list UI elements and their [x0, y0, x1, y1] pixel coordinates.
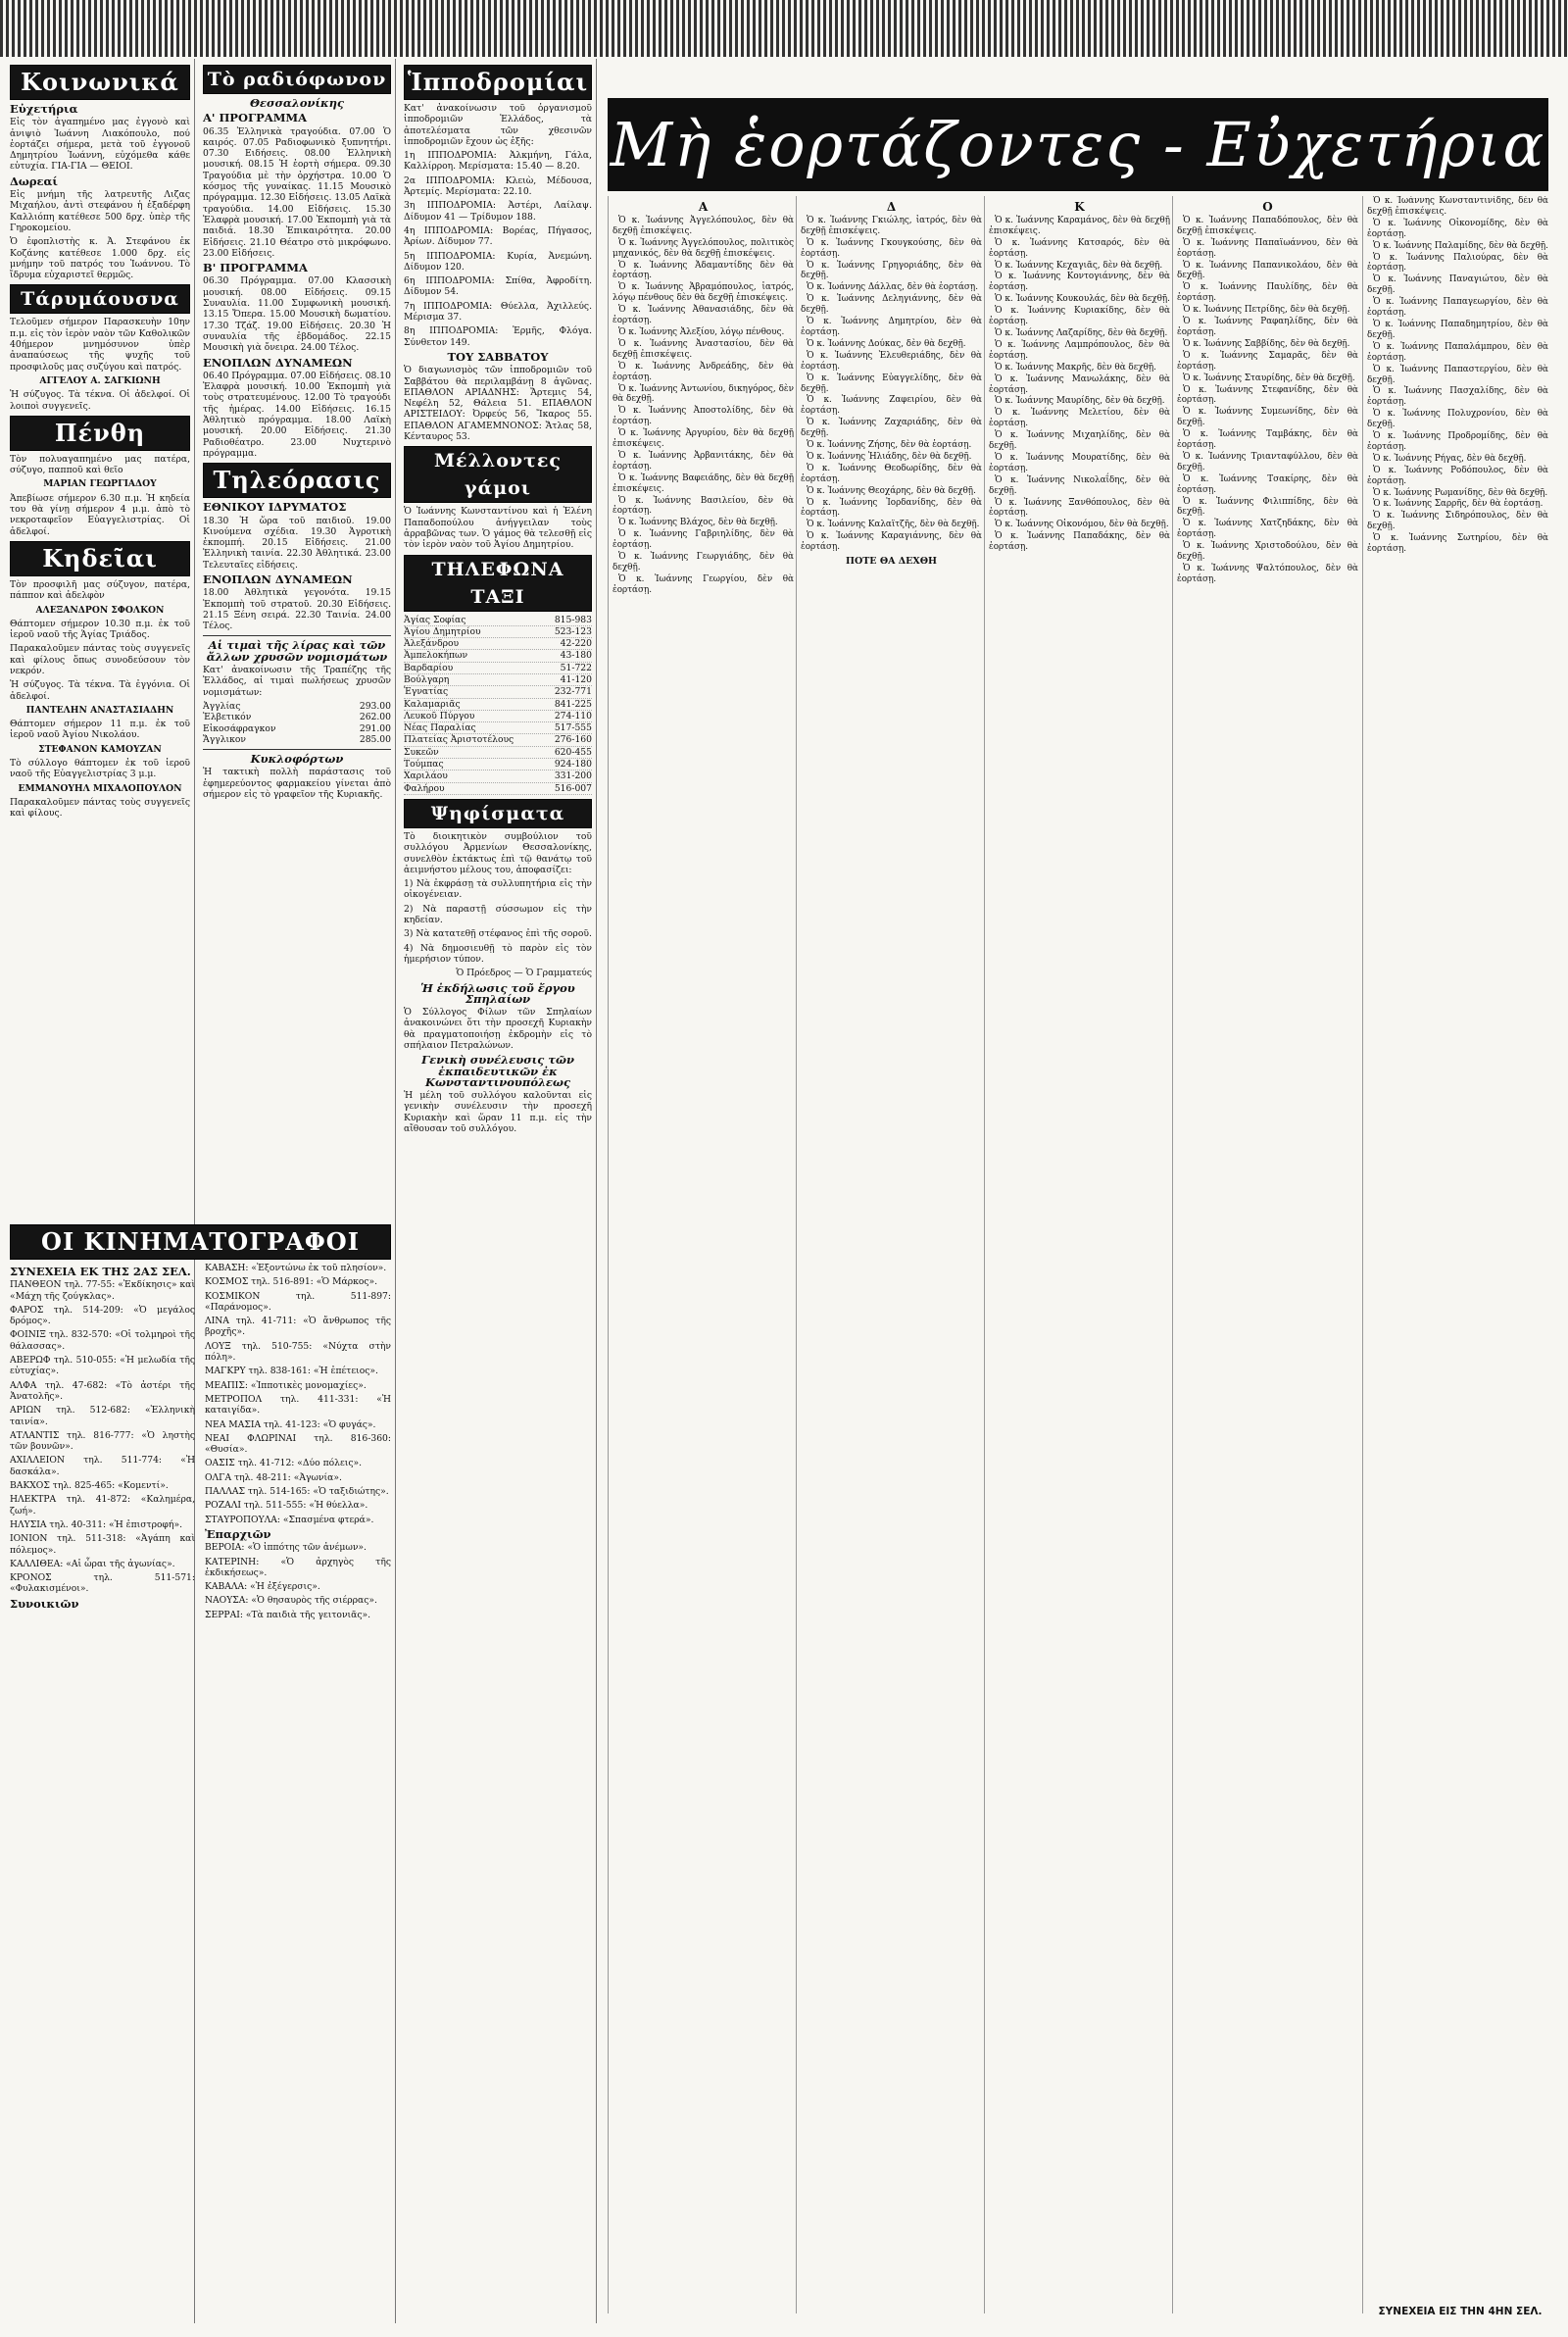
resolution-text: Τὸ διοικητικὸν συμβούλιον τοῦ συλλόγου Ἀρμενίων Θεσσαλονίκης, συνελθὸν ἐκτάκτως ἐπὶ τῷ θανάτῳ τοῦ ἀειμνήστου μέλους του, ἀποφασίζει: [404, 830, 592, 875]
name-day-entry: Ὁ κ. Ἰωάννης Μιχαηλίδης, δὲν θὰ δεχθῇ. [989, 430, 1170, 452]
name-day-column [1172, 196, 1358, 2313]
taxi-phone-number: 274-110 [554, 710, 592, 721]
taxi-phone-row [404, 747, 592, 759]
taxi-stand-name: Καλαμαριᾶς [404, 698, 461, 710]
funeral-name: ΠΑΝΤΕΛΗΝ ΑΝΑΣΤΑΣΙΑΔΗΝ [25, 704, 174, 716]
memorial-name: ΑΓΓΕΛΟΥ Α. ΣΑΓΚΙΩΝΗ [39, 374, 161, 386]
name-day-entry: Ὁ κ. Ἰωάννης Ἀλεξίου, λόγῳ πένθους. [618, 326, 785, 337]
name-day-entry: Ὁ κ. Ἰωάννης Παπαδόπουλος, δὲν θὰ δεχθῇ ἐπισκέψεις. [1177, 215, 1358, 236]
mourning-name: ΜΑΡΙΑΝ ΓΕΩΡΓΙΑΔΟΥ [43, 478, 157, 490]
cinema-list [205, 1263, 391, 1525]
name-day-entry: Ὁ κ. Ἰωάννης Δούκας, δὲν θὰ δεχθῇ. [807, 338, 966, 349]
alphabet-letter-heading: Α [698, 200, 709, 214]
taxi-phone-row [404, 734, 592, 746]
name-day-entry: Ὁ κ. Ἰωάννης Παπαϊωάννου, δὲν θὰ ἑορτάσῃ. [1177, 237, 1358, 259]
taxi-phone-number: 276-160 [554, 734, 592, 746]
name-day-entry: Ὁ κ. Ἰωάννης Κοντογιάννης, δὲν θὰ ἑορτάσῃ. [989, 272, 1170, 293]
name-day-banner: Μὴ ἑορτάζοντες - Εὐχετήρια [608, 98, 1548, 191]
name-day-entry: Ὁ κ. Ἰωάννης Παπαστεργίου, δὲν θὰ δεχθῇ. [1367, 364, 1548, 385]
name-day-entry: Ὁ κ. Ἰωάννης Βασιλείου, δὲν θὰ ἑορτάσῃ. [612, 495, 794, 517]
cinema-listing: ΝΕΑΙ ΦΛΩΡΙΝΑΙ τηλ. 816-360: «Θυσία». [205, 1432, 391, 1456]
name-day-entry: Ὁ κ. Ἰωάννης Παπαδημητρίου, δὲν θὰ δεχθῇ. [1367, 319, 1548, 340]
name-day-entry: Ὁ κ. Ἰωάννης Κεχαγιᾶς, δὲν θὰ δεχθῇ. [995, 260, 1163, 271]
name-day-entry: Ὁ κ. Ἰωάννης Παλαμίδης, δὲν θὰ δεχθῇ. [1373, 240, 1548, 251]
resolution-text: 3) Νὰ κατατεθῇ στέφανος ἐπὶ τῆς σοροῦ. [404, 928, 592, 940]
name-day-entry: Ὁ κ. Ἰωάννης Γεωργιάδης, δὲν θὰ δεχθῇ. [612, 552, 794, 572]
cinema-listing: ΛΙΝΑ τηλ. 41-711: «Ὁ ἄνθρωπος τῆς βροχῆς». [205, 1316, 391, 1338]
funeral-name: ΕΜΜΑΝΟΥΗΛ ΜΙΧΑΛΟΠΟΥΛΟΝ [18, 782, 182, 794]
resolution-text: 2) Νὰ παραστῇ σύσσωμον εἰς τὴν κηδείαν. [404, 903, 592, 926]
taxi-stand-name: Χαριλάου [404, 771, 448, 782]
funeral-text: Παρακαλοῦμεν πάντας τοὺς συγγενεῖς καὶ φίλους ὅπως συνοδεύσουν τὸν νεκρόν. [10, 643, 190, 676]
name-day-entry: Ὁ κ. Ἰωάννης Βλάχος, δὲν θὰ δεχθῇ. [618, 518, 778, 528]
funeral-text: Θάπτομεν σήμερον 11 π.μ. ἐκ τοῦ ἱεροῦ ναοῦ Ἁγίου Νικολάου. [10, 719, 190, 741]
gold-row: Ἐλβετικόν 262.00 [203, 712, 391, 723]
gold-row: Ἄγγλικον 285.00 [203, 733, 391, 745]
name-day-entry: Ὁ κ. Ἰωάννης Καραμάνος, δὲν θὰ δεχθῇ ἐπισκέψεις. [989, 215, 1170, 236]
social-column [10, 61, 190, 1276]
taxi-phone-row [404, 759, 592, 771]
column-rule [596, 59, 597, 2323]
taxi-phone-number: 51-722 [560, 662, 592, 673]
donation-text: Ὁ ἐφοπλιστὴς κ. Ἀ. Στεφάνου ἐκ Κοζάνης κατέθεσε 1.000 δρχ. εἰς μνήμην τοῦ πατρός του Ἰωάννου. Τὸ ἴδρυμα εὐχαριστεῖ θερμῶς. [10, 236, 190, 281]
name-day-entry: Ὁ κ. Ἰωάννης Μαυρίδης, δὲν θὰ δεχθῇ. [995, 396, 1165, 407]
funerals-title: Κηδεῖαι [10, 541, 190, 576]
program-b-heading: Β' ΠΡΟΓΡΑΜΜΑ [203, 261, 308, 275]
cinemas-section [10, 1220, 391, 2318]
name-day-entry: Ὁ κ. Ἰωάννης Ἀγγελόπουλος, δὲν θὰ δεχθῇ ἐπισκέψεις. [612, 215, 794, 236]
cinema-listing: ΚΟΣΜΟΣ τηλ. 516-891: «Ὁ Μάρκος». [205, 1276, 378, 1288]
tv-title: Τηλεόρασις [203, 463, 391, 498]
taxi-stand-name: Ἀλεξάνδρου [404, 638, 460, 650]
name-day-entry: Ὁ κ. Ἰωάννης Γαβριηλίδης, δὲν θὰ ἑορτάσῃ. [612, 529, 794, 551]
armed-forces-text: 06.40 Πρόγραμμα. 07.00 Εἰδήσεις. 08.10 Ἑλαφρὰ μουσική. 10.00 Ἐκπομπὴ γιὰ τοὺς στρατευμένους. 12.00 Τὸ τραγούδι τῆς ἡμέρας. 14.00 Εἰδήσεις. 16.15 Ἀθλητικὸ πρόγραμμα. 18.00 Λαϊκὴ μουσική. 20.00 Εἰδήσεις. 21.30 Ραδιοθέατρο. 23.00 Νυχτερινὸ πρόγραμμα. [203, 370, 391, 459]
name-day-entry: Ὁ κ. Ἰωάννης Ζαχαριάδης, δὲν θὰ δεχθῇ. [801, 418, 982, 439]
funeral-text: Θάπτομεν σήμερον 10.30 π.μ. ἐκ τοῦ ἱεροῦ ναοῦ τῆς Ἁγίας Τριάδος. [10, 618, 190, 641]
name-day-entry: Ὁ κ. Ἰωάννης Ζαφειρίου, δὲν θὰ ἑορτάσῃ. [801, 395, 982, 417]
name-day-entry: Ὁ κ. Ἰωάννης Ραφαηλίδης, δὲν θὰ ἑορτάσῃ. [1177, 317, 1358, 337]
taxi-phone-number: 523-123 [554, 625, 592, 637]
cinema-listing: ΑΡΙΩΝ τηλ. 512-682: «Ἑλληνικὴ ταινία». [10, 1405, 195, 1427]
donations-heading: Δωρεαί [10, 174, 58, 188]
name-day-entry: Ὁ κ. Ἰωάννης Εὐαγγελίδης, δὲν θὰ δεχθῇ. [801, 373, 982, 394]
name-day-entry: Ὁ κ. Ἰωάννης Δεληγιάννης, δὲν θὰ δεχθῇ. [801, 294, 982, 316]
taxi-stand-name: Ἀγίου Δημητρίου [404, 625, 481, 637]
taxi-phone-number: 620-455 [554, 746, 592, 758]
name-day-entry: Ὁ κ. Ἰωάννης Λαζαρίδης, δὲν θὰ δεχθῇ. [995, 327, 1168, 338]
cinema-listing: ΚΑΤΕΡΙΝΗ: «Ὁ ἀρχηγὸς τῆς ἐκδικήσεως». [205, 1556, 391, 1578]
name-day-entry: Ὁ κ. Ἰωάννης Ζήσης, δὲν θὰ ἑορτάσῃ. [807, 440, 972, 451]
name-day-entry: Ὁ κ. Ἰωάννης Γρηγοριάδης, δὲν θὰ δεχθῇ. [801, 260, 982, 281]
cinema-listing: ΑΛΦΑ τηλ. 47-682: «Τὸ ἀστέρι τῆς Ἀνατολῆς». [10, 1379, 195, 1402]
name-day-entry: Ὁ κ. Ἰωάννης Ἀγγελόπουλος, πολιτικὸς μηχανικός, δὲν θὰ δεχθῇ ἐπισκέψεις. [612, 237, 794, 259]
name-day-entry: Ὁ κ. Ἰωάννης Ἀθανασιάδης, δὲν θὰ ἑορτάσῃ. [612, 305, 794, 326]
weddings-title: Μέλλοντες γάμοι [404, 446, 592, 503]
name-day-entry: Ὁ κ. Ἰωάννης Δάλλας, δὲν θὰ ἑορτάσῃ. [807, 282, 978, 293]
program-a-text: 06.35 Ἑλληνικὰ τραγούδια. 07.00 Ὁ καιρός. 07.05 Ραδιοφωνικὸ ξυπνητήρι. 07.30 Ειδήσεις. 08.00 Ἑλληνικὴ μουσική. 08.15 Ἡ ἑορτὴ σήμερα. 09.30 Τραγούδια μὲ τὴν ὀρχήστρα. 10.00 Ὁ κόσμος τῆς γυναίκας. 11.15 Μουσικὸ πρόγραμμα. 12.30 Εἰδήσεις. 13.05 Λαϊκὰ τραγούδια. 14.00 Εἰδήσεις. 15.30 Ἑλαφρὰ μουσική. 17.00 Ἐκπομπὴ γιὰ τὰ παιδιά. 18.30 Ἐπικαιρότητα. 20.00 Εἰδήσεις. 21.10 Θέατρο στὸ μικρόφωνο. 23.00 Εἰδήσεις. [203, 125, 391, 259]
resolution-text: 4) Νὰ δημοσιευθῇ τὸ παρὸν εἰς τὸν ἡμερήσιον τύπον. [404, 942, 592, 965]
wishes-text: Εἰς τὸν ἀγαπημένο μας ἐγγονὸ καὶ ἀνιψιὸ Ἰωάννη Λιακόπουλο, πού ἑορτάζει σήμερα, μετὰ τοῦ ἐγγονοῦ Δημητρίου Ἰωάννη, εὐχόμεθα κάθε εὐτυχία. ΓΙΑ-ΓΙΑ — ΘΕΙΟΙ. [10, 117, 190, 173]
racing-column [404, 61, 592, 2315]
program-b-text: 06.30 Πρόγραμμα. 07.00 Κλασσικὴ μουσική. 08.00 Εἰδήσεις. 09.15 Συναυλία. 11.00 Συμφωνικὴ μουσική. 13.15 Ὄπερα. 15.00 Μουσικὴ δωματίου. 17.30 Τζάζ. 19.00 Εἰδήσεις. 20.30 Ἡ συναυλία τῆς ἑβδομάδος. 22.15 Μουσικὴ γιὰ ὄνειρα. 24.00 Τέλος. [203, 275, 391, 354]
alphabet-letter-heading: Κ [1074, 200, 1085, 214]
name-day-entry: Ὁ κ. Ἰωάννης Σωτηρίου, δὲν θὰ ἑορτάσῃ. [1367, 533, 1548, 555]
taxi-phone-number: 815-983 [554, 614, 592, 625]
cinema-listing: ΒΕΡΟΙΑ: «Ὁ ἰππότης τῶν ἀνέμων». [205, 1542, 367, 1554]
name-day-entry: Ὁ κ. Ἰωάννης Ταμβάκης, δὲν θὰ ἑορτάσῃ. [1177, 429, 1358, 451]
name-day-entry: Ὁ κ. Ἰωάννης Παναγιώτου, δὲν θὰ δεχθῇ. [1367, 274, 1548, 296]
resolution-text: 1) Νὰ ἐκφράσῃ τὰ συλλυπητήρια εἰς τὴν οἰκογένειαν. [404, 878, 592, 901]
name-day-entry: Ὁ κ. Ἰωάννης Παπαλάμπρου, δὲν θὰ ἑορτάσῃ. [1367, 341, 1548, 363]
name-day-entry: Ὁ κ. Ἰωάννης Λαμπρόπουλος, δὲν θὰ ἑορτάσῃ. [989, 339, 1170, 361]
name-day-entry: Ὁ κ. Ἰωάννης Γκιώλης, ἰατρός, δὲν θὰ δεχθῇ ἐπισκέψεις. [801, 215, 982, 236]
taxi-stand-name: Ἀγίας Σοφίας [404, 614, 466, 625]
name-day-column [608, 196, 794, 2313]
name-day-entry: Ὁ κ. Ἰωάννης Οἰκονόμου, δὲν θὰ δεχθῇ. [995, 520, 1169, 530]
name-day-entry: Ὁ κ. Ἰωάννης Ρωμανίδης, δὲν θὰ δεχθῇ. [1373, 487, 1548, 498]
name-day-entry: Ὁ κ. Ἰωάννης Μελετίου, δὲν θὰ ἑορτάσῃ. [989, 408, 1170, 429]
tv-sub-heading: ΕΝΟΠΛΩΝ ΔΥΝΑΜΕΩΝ [203, 572, 353, 586]
cinema-listing: ΙΟΝΙΟΝ τηλ. 511-318: «Ἀγάπη καὶ πόλεμος». [10, 1533, 195, 1556]
taxi-phone-number: 331-200 [554, 771, 592, 782]
taxi-phone-number: 516-007 [554, 782, 592, 794]
name-day-entry: Ὁ κ. Ἰωάννης Ξανθόπουλος, δὲν θὰ ἑορτάσῃ. [989, 497, 1170, 519]
cinema-listing: ΛΟΥΞ τηλ. 510-755: «Νύχτα στὴν πόλη». [205, 1340, 391, 1364]
cinema-listing: ΦΑΡΟΣ τηλ. 514-209: «Ὁ μεγάλος δρόμος». [10, 1304, 195, 1327]
race-result: 6η ΙΠΠΟΔΡΟΜΙΑ: Σπίθα, Ἀφροδίτη. Δίδυμον 54. [404, 275, 592, 298]
gold-row: Ἀγγλίας 293.00 [203, 700, 391, 712]
cinema-listing: ΝΑΟΥΣΑ: «Ὁ θησαυρὸς τῆς σιέρρας». [205, 1595, 377, 1607]
name-day-entry: Ὁ κ. Ἰωάννης Μακρῆς, δὲν θὰ δεχθῇ. [995, 362, 1156, 373]
name-day-entry: Ὁ κ. Ἰωάννης Κατσαρός, δὲν θὰ ἑορτάσῃ. [989, 237, 1170, 259]
taxi-title: ΤΗΛΕΦΩΝΑ ΤΑΞΙ [404, 555, 592, 612]
name-day-entry: Ὁ κ. Ἰωάννης Παλιούρας, δὲν θὰ ἑορτάσῃ. [1367, 252, 1548, 273]
name-day-column [1362, 196, 1548, 2313]
cinema-listing: ΚΡΟΝΟΣ τηλ. 511-571: «Φυλακισμένοι». [10, 1572, 195, 1595]
name-day-entry: Ὁ κ. Ἰωάννης Τριανταφύλλου, δὲν θὰ δεχθῇ. [1177, 451, 1358, 472]
alphabet-letter-heading: Ο [1262, 200, 1273, 214]
cinema-listing: ΒΑΚΧΟΣ τηλ. 825-465: «Κομεντί». [10, 1480, 169, 1492]
racing-title: Ἱπποδρομίαι [404, 65, 592, 100]
name-day-entry: Ὁ κ. Ἰωάννης Καλαϊτζῆς, δὲν θὰ δεχθῇ. [807, 520, 980, 530]
resolution-sign: Ὁ Πρόεδρος — Ὁ Γραμματεύς [456, 968, 592, 979]
memorial-title: Τάρυμάουσνα [10, 284, 190, 314]
assembly-text: Ἡ μέλη τοῦ συλλόγου καλοῦνται εἰς γενικὴν συνέλευσιν τὴν προσεχῆ Κυριακὴν καὶ ὥραν 11 π.μ. εἰς τὴν αἴθουσαν τοῦ συλλόγου. [404, 1090, 592, 1135]
name-day-entry: Ὁ κ. Ἰωάννης Ἠλιάδης, δὲν θὰ δεχθῇ. [807, 451, 972, 462]
taxi-phone-row [404, 771, 592, 782]
taxi-phone-row [404, 638, 592, 650]
taxi-phone-row [404, 615, 592, 626]
tv-text: 18.00 Ἀθλητικὰ γεγονότα. 19.15 Ἐκπομπὴ τοῦ στρατοῦ. 20.30 Εἰδήσεις. 21.15 Ξένη σειρά. 22.30 Ταινία. 24.00 Τέλος. [203, 587, 391, 632]
mourning-text: Ἀπεβίωσε σήμερον 6.30 π.μ. Ἡ κηδεία του θὰ γίνῃ σήμερον 4 μ.μ. ἀπὸ τὸ νεκροταφεῖον Εὐαγγελιστρίας. Οἱ ἀδελφοί. [10, 492, 190, 537]
race-result: 7η ΙΠΠΟΔΡΟΜΙΑ: Θύελλα, Ἀχιλλεύς. Μέρισμα 37. [404, 300, 592, 323]
funeral-text: Τὸ σύλλογο θάπτομεν ἐκ τοῦ ἱεροῦ ναοῦ τῆς Εὐαγγελιστρίας 3 μ.μ. [10, 758, 190, 780]
tv-text: 18.30 Ἡ ὥρα τοῦ παιδιοῦ. 19.00 Κινούμενα σχέδια. 19.30 Ἀγροτικὴ ἐκπομπή. 20.15 Εἰδήσεις. 21.00 Ἑλληνικὴ ταινία. 22.30 Ἀθλητικά. 23.00 Τελευταῖες εἰδήσεις. [203, 515, 391, 571]
funeral-name: ΑΛΕΞΑΝΔΡΟΝ ΣΦΟΛΚΟΝ [35, 604, 165, 616]
radio-column [203, 61, 391, 1276]
provinces-heading: Ἐπαρχιῶν [205, 1526, 271, 1541]
name-day-entry: Ὁ κ. Ἰωάννης Φιλιππίδης, δὲν θὰ δεχθῇ. [1177, 496, 1358, 518]
cinema-listing: ΟΑΣΙΣ τηλ. 41-712: «Δύο πόλεις». [205, 1458, 363, 1469]
taxi-phone-number: 924-180 [554, 759, 592, 771]
radio-subtitle: Θεσσαλονίκης [249, 96, 345, 110]
donation-text: Εἰς μνήμη τῆς λατρευτῆς Λιζας Μιχαήλου, ἀντὶ στεφάνου ἡ ἐξαδέρφη Καλλιόπη κατέθεσε 500 δρχ. ὑπὲρ τῆς Γηροκομείου. [10, 189, 190, 233]
name-day-entry: Ὁ κ. Ἰωάννης Προδρομίδης, δὲν θὰ ἑορτάσῃ. [1367, 431, 1548, 452]
cinema-list [205, 1542, 391, 1620]
alphabet-letter-heading: Δ [886, 200, 897, 214]
taxi-phone-row [404, 722, 592, 734]
mourning-text: Τὸν πολυαγαπημένο μας πατέρα, σύζυγο, παπποῦ καὶ θεῖο [10, 453, 190, 476]
name-day-entry: Ὁ κ. Ἰωάννης Παπανικολάου, δὲν θὰ δεχθῇ. [1177, 260, 1358, 281]
duty-text: Ἡ τακτικὴ πολλὴ παράστασις τοῦ ἐφημερεύοντος φαρμακείου γίνεται ἀπὸ σήμερον εἰς τὸ γραφεῖον τῆς Κυριακῆς. [203, 767, 391, 801]
funeral-text: Παρακαλοῦμεν πάντας τοὺς συγγενεῖς καὶ φίλους. [10, 796, 190, 820]
name-day-entry: Ὁ κ. Ἰωάννης Ἀρβανιτάκης, δὲν θὰ ἑορτάσῃ. [612, 450, 794, 472]
name-day-entry: Ὁ κ. Ἰωάννης Θεοδωρίδης, δὲν θὰ ἑορτάσῃ. [801, 463, 982, 484]
name-day-entry: Ὁ κ. Ἰωάννης Ἰορδανίδης, δὲν θὰ ἑορτάσῃ. [801, 497, 982, 519]
wishes-heading: Εὐχετήρια [10, 102, 78, 116]
cinema-listing: ΝΕΑ ΜΑΣΙΑ τηλ. 41-123: «Ὁ φυγάς». [205, 1418, 376, 1430]
taxi-stand-name: Ἀμπελοκήπων [404, 650, 468, 662]
cinema-listing: ΑΒΕΡΩΦ τηλ. 510-055: «Ἡ μελωδία τῆς εὐτυχίας». [10, 1355, 195, 1377]
name-day-entry: Ὁ κ. Ἰωάννης Οἰκονομίδης, δὲν θὰ ἑορτάσῃ. [1367, 218, 1548, 239]
taxi-phone-row [404, 650, 592, 662]
cinema-listing: ΗΛΥΣΙΑ τηλ. 40-311: «Ἡ ἐπιστροφή». [10, 1518, 182, 1530]
name-day-entry: Ὁ κ. Ἰωάννης Παυλίδης, δὲν θὰ ἑορτάσῃ. [1177, 282, 1358, 304]
cinema-listing: ΦΟΙΝΙΞ τηλ. 832-570: «Οἱ τολμηροὶ τῆς θάλασσας». [10, 1329, 195, 1352]
name-day-entry: Ὁ κ. Ἰωάννης Πασχαλίδης, δὲν θὰ ἑορτάσῃ. [1367, 386, 1548, 408]
taxi-stand-name: Βούλγαρη [404, 673, 450, 685]
cinema-listing: ΟΛΓΑ τηλ. 48-211: «Ἀγωνία». [205, 1471, 342, 1483]
name-day-entry: Ὁ κ. Ἰωάννης Κουκουλάς, δὲν θὰ δεχθῇ. [995, 294, 1170, 305]
cinema-listing: ΣΕΡΡΑΙ: «Τὰ παιδιὰ τῆς γειτονιᾶς». [205, 1609, 371, 1620]
cinema-listing: ΜΕΑΠΙΣ: «Ἰπποτικὲς μονομαχίες». [205, 1379, 367, 1391]
name-day-entry: Ὁ κ. Ἰωάννης Ἐλευθεριάδης, δὲν θὰ ἑορτάσῃ. [801, 350, 982, 372]
funeral-text: Τὸν προσφιλῆ μας σύζυγον, πατέρα, πάππον καὶ ἀδελφὸν [10, 578, 190, 602]
name-day-entry: Ὁ κ. Ἰωάννης Βαφειάδης, δὲν θὰ δεχθῇ ἐπισκέψεις. [612, 472, 794, 494]
name-day-entry: Ὁ κ. Ἰωάννης Σαμαρᾶς, δὲν θὰ ἑορτάσῃ. [1177, 350, 1358, 372]
name-day-entry: Ὁ κ. Ἰωάννης Σαρρῆς, δὲν θὰ ἑορτάσῃ. [1373, 499, 1544, 510]
top-border-band [0, 0, 1568, 57]
cinema-listing: ΚΟΣΜΙΚΟΝ τηλ. 511-897: «Παράνομος». [205, 1290, 391, 1313]
taxi-phone-number: 232-771 [554, 686, 592, 698]
mourning-title: Πένθη [10, 416, 190, 451]
name-day-entry: Ὁ κ. Ἰωάννης Δημητρίου, δὲν θὰ ἑορτάσῃ. [801, 317, 982, 337]
taxi-phone-row [404, 711, 592, 722]
saturday-text: Ὁ διαγωνισμὸς τῶν ἱπποδρομιῶν τοῦ Σαββάτου θὰ περιλαμβάνῃ 8 ἀγῶνας. ΕΠΑΘΛΟΝ ΑΡΙΑΔΝΗΣ: Ἄρτεμις 54, Νεφέλη 52, Θάλεια 51. ΕΠΑΘΛΟΝ ΑΡΙΣΤΕΙΔΟΥ: Ὀρφεύς 56, Ἴκαρος 55. ΕΠΑΘΛΟΝ ΑΓΑΜΕΜΝΟΝΟΣ: Ἄτλας 58, Κένταυρος 53. [404, 365, 592, 443]
name-day-entry: Ὁ κ. Ἰωάννης Γκουγκούσης, δὲν θὰ ἑορτάσῃ. [801, 237, 982, 259]
social-title: Κοινωνικά [10, 65, 190, 100]
notice-heading: ΠΟΤΕ ΘΑ ΔΕΧΘΗ [845, 556, 938, 568]
cinema-listing: ΑΧΙΛΛΕΙΟΝ τηλ. 511-774: «Ἡ δασκάλα». [10, 1455, 195, 1477]
cinema-list [10, 1279, 195, 1594]
name-day-entry: Ὁ κ. Ἰωάννης Σταυρίδης, δὲν θὰ δεχθῇ. [1183, 373, 1355, 383]
name-day-entry: Ὁ κ. Ἰωάννης Νικολαΐδης, δὲν θὰ δεχθῇ. [989, 474, 1170, 496]
name-day-entry: Ὁ κ. Ἰωάννης Ἀδαμαντίδης δὲν θὰ ἑορτάσῃ. [612, 260, 794, 281]
taxi-phone-number: 517-555 [554, 722, 592, 734]
caves-text: Ὁ Σύλλογος Φίλων τῶν Σπηλαίων ἀνακοινώνει ὅτι τὴν προσεχῆ Κυριακὴν θὰ πραγματοποιήσῃ ἐκδρομὴν εἰς τὸ σπήλαιον Πετραλώνων. [404, 1007, 592, 1051]
cinema-listing: ΑΤΛΑΝΤΙΣ τηλ. 816-777: «Ὁ ληστὴς τῶν βουνῶν». [10, 1429, 195, 1453]
race-result: 1η ΙΠΠΟΔΡΟΜΙΑ: Ἀλκμήνη, Γάλα, Καλλίρροη. Μερίσματα: 15.40 — 8.20. [404, 150, 592, 173]
suburbs-heading: Συνοικιῶν [10, 1596, 79, 1611]
name-day-entry: Ὁ κ. Ἰωάννης Συμεωνίδης, δὲν θὰ δεχθῇ. [1177, 407, 1358, 428]
name-day-entry: Ὁ κ. Ἰωάννης Στεφανίδης, δὲν θὰ ἑορτάσῃ. [1177, 384, 1358, 406]
taxi-stand-name: Βαρδαρίου [404, 662, 454, 673]
name-day-entry: Ὁ κ. Ἰωάννης Μανωλάκης, δὲν θὰ ἑορτάσῃ. [989, 373, 1170, 395]
race-result: 2α ΙΠΠΟΔΡΟΜΙΑ: Κλειὼ, Μέδουσα, Ἀρτεμίς. Μερίσματα: 22.10. [404, 174, 592, 198]
name-day-entry: Ὁ κ. Ἰωάννης Κυριακίδης, δὲν θὰ ἑορτάσῃ. [989, 306, 1170, 327]
name-day-entry: Ὁ κ. Ἰωάννης Ροδόπουλος, δὲν θὰ ἑορτάσῃ. [1367, 465, 1548, 486]
gold-note: Κατ' ἀνακοίνωσιν τῆς Τραπέζης τῆς Ἑλλάδος, αἱ τιμαὶ πωλήσεως χρυσῶν νομισμάτων: [203, 665, 391, 698]
cinema-listing: ΠΑΛΛΑΣ τηλ. 514-165: «Ὁ ταξιδιώτης». [205, 1486, 389, 1498]
gold-row: Εἰκοσάφραγκον 291.00 [203, 722, 391, 734]
saturday-heading: ΤΟΥ ΣΑΒΒΑΤΟΥ [447, 349, 549, 364]
name-day-entry: Ὁ κ. Ἰωάννης Κωνσταντινίδης, δὲν θὰ δεχθῇ ἐπισκέψεις. [1367, 196, 1548, 217]
name-day-entry: Ὁ κ. Ἰωάννης Πολυχρονίου, δὲν θὰ δεχθῇ. [1367, 409, 1548, 430]
cinema-listing: ΚΑΛΛΙΘΕΑ: «Αἱ ὧραι τῆς ἀγωνίας». [10, 1558, 175, 1569]
name-day-entry: Ὁ κ. Ἰωάννης Χατζηδάκης, δὲν θὰ ἑορτάσῃ. [1177, 519, 1358, 540]
taxi-stand-name: Συκεῶν [404, 746, 439, 758]
name-day-entry: Ὁ κ. Ἰωάννης Καραγιάννης, δὲν θὰ ἑορτάσῃ. [801, 531, 982, 553]
memorial-family: Ἡ σύζυγος. Τὰ τέκνα. Οἱ ἀδελφοί. Οἱ λοιποὶ συγγενεῖς. [10, 389, 190, 412]
cinema-listing: ΜΑΓΚΡΥ τηλ. 838-161: «Ἡ ἐπέτειος». [205, 1366, 378, 1377]
name-day-entry: Ὁ κ. Ἰωάννης Ἀργυρίου, δὲν θὰ δεχθῇ ἐπισκέψεις. [612, 428, 794, 450]
race-result: 4η ΙΠΠΟΔΡΟΜΙΑ: Βορέας, Πήγασος, Ἀρίων. Δίδυμον 77. [404, 224, 592, 248]
program-a-heading: Α' ΠΡΟΓΡΑΜΜΑ [203, 111, 308, 125]
name-day-entry: Ὁ κ. Ἰωάννης Ψαλτόπουλος, δὲν θὰ ἑορτάσῃ. [1177, 564, 1358, 584]
taxi-stand-name: Ἐγνατίας [404, 686, 449, 698]
gold-title: Αἱ τιμαὶ τῆς λίρας καὶ τῶν ἄλλων χρυσῶν νομισμάτων [206, 638, 388, 664]
tv-sub-heading: ΕΘΝΙΚΟΥ ΙΔΡΥΜΑΤΟΣ [203, 500, 347, 515]
cinema-listing: ΚΑΒΑΛΑ: «Ἡ ἐξέγερσις». [205, 1581, 320, 1593]
name-day-entry: Ὁ κ. Ἰωάννης Ἀναστασίου, δὲν θὰ δεχθῇ ἐπισκέψεις. [612, 338, 794, 360]
name-day-column [984, 196, 1170, 2313]
name-day-entry: Ὁ κ. Ἰωάννης Ρήγας, δὲν θὰ δεχθῇ. [1373, 453, 1527, 464]
name-day-entry: Ὁ κ. Ἰωάννης Πετρίδης, δὲν θὰ δεχθῇ. [1183, 305, 1350, 316]
column-rule [395, 59, 396, 2323]
name-day-entry: Ὁ κ. Ἰωάννης Παπαδάκης, δὲν θὰ ἑορτάσῃ. [989, 531, 1170, 553]
resolutions-title: Ψηφίσματα [404, 799, 592, 828]
name-day-column [796, 196, 982, 2313]
taxi-phone-row [404, 686, 592, 698]
name-day-entry: Ὁ κ. Ἰωάννης Ἀνδρεάδης, δὲν θὰ ἑορτάσῃ. [612, 361, 794, 382]
name-day-entry: Ὁ κ. Ἰωάννης Ἀντωνίου, δικηγόρος, δὲν θὰ δεχθῇ. [612, 383, 794, 405]
name-day-entry: Ὁ κ. Ἰωάννης Ἀβραμόπουλος, ἰατρός, λόγῳ πένθους δὲν θὰ δεχθῇ ἐπισκέψεις. [612, 282, 794, 304]
caves-title: Ἡ ἐκδήλωσις τοῦ ἔργου Σπηλαίων [420, 980, 575, 1006]
taxi-phone-number: 841-225 [554, 698, 592, 710]
armed-forces-heading: ΕΝΟΠΛΩΝ ΔΥΝΑΜΕΩΝ [203, 355, 353, 370]
name-day-entry: Ὁ κ. Ἰωάννης Ἀποστολίδης, δὲν θὰ ἑορτάσῃ. [612, 406, 794, 427]
taxi-phone-row [404, 663, 592, 674]
funeral-text: Ἡ σύζυγος. Τὰ τέκνα. Τὰ ἐγγόνια. Οἱ ἀδελφοί. [10, 679, 190, 702]
name-day-entry: Ὁ κ. Ἰωάννης Σιδηρόπουλος, δὲν θὰ δεχθῇ. [1367, 511, 1548, 532]
memorial-text: Τελοῦμεν σήμερον Παρασκευὴν 10ην π.μ. εἰς τὸν ἱερὸν ναὸν τῶν Καθολικῶν 40ήμερον μνημόσυνον ὑπὲρ ἀναπαύσεως τῆς ψυχῆς τοῦ προσφιλοῦς μας συζύγου καὶ πατρός. [10, 317, 190, 373]
name-day-entry: Ὁ κ. Ἰωάννης Γεωργίου, δὲν θὰ ἑορτάσῃ. [612, 573, 794, 595]
taxi-phone-row [404, 699, 592, 711]
race-result: 5η ΙΠΠΟΔΡΟΜΙΑ: Κυρία, Ἀνεμώνη. Δίδυμον 120. [404, 250, 592, 273]
funeral-name: ΣΤΕΦΑΝΟΝ ΚΑΜΟΥΖΑΝ [38, 743, 162, 755]
name-day-entry: Ὁ κ. Ἰωάννης Μουρατίδης, δὲν θὰ ἑορτάσῃ. [989, 452, 1170, 473]
taxi-stand-name: Νέας Παραλίας [404, 722, 476, 734]
name-day-entry: Ὁ κ. Ἰωάννης Σαββίδης, δὲν θὰ δεχθῇ. [1183, 338, 1350, 349]
racing-intro: Κατ' ἀνακοίνωσιν τοῦ ὀργανισμοῦ ἱπποδρομιῶν Ἑλλάδος, τὰ ἀποτελέσματα τῶν χθεσινῶν ἱπποδρομιῶν ἔχουν ὡς ἑξῆς: [404, 103, 592, 147]
taxi-stand-name: Τούμπας [404, 759, 444, 771]
taxi-phone-number: 41-120 [560, 673, 592, 685]
assembly-title: Γενικὴ συνέλευσις τῶν ἐκπαιδευτικῶν ἐκ Κωνσταντινουπόλεως [421, 1053, 574, 1089]
taxi-stand-name: Φαλήρου [404, 782, 445, 794]
cinema-listing: ΗΛΕΚΤΡΑ τηλ. 41-872: «Καλημέρα, ζωή». [10, 1494, 195, 1517]
name-day-entry: Ὁ κ. Ἰωάννης Θεοχάρης, δὲν θὰ δεχθῇ. [807, 485, 976, 496]
cinema-listing: ΡΟΖΑΛΙ τηλ. 511-555: «Ἡ θύελλα». [205, 1500, 368, 1512]
taxi-phone-number: 42-220 [560, 638, 592, 650]
taxi-phone-row [404, 783, 592, 795]
taxi-stand-name: Λευκοῦ Πύργου [404, 710, 475, 721]
cinema-listing: ΠΑΝΘΕΟΝ τηλ. 77-55: «Ἐκδίκησις» καὶ «Μάχη τῆς ζούγκλας». [10, 1279, 195, 1302]
race-result: 3η ΙΠΠΟΔΡΟΜΙΑ: Ἀστέρι, Λαίλαψ. Δίδυμον 41 — Τρίδυμον 188. [404, 200, 592, 223]
cinema-listing: ΜΕΤΡΟΠΟΛ τηλ. 411-331: «Ἡ καταιγίδα». [205, 1393, 391, 1417]
name-day-entry: Ὁ κ. Ἰωάννης Τσακίρης, δὲν θὰ ἑορτάσῃ. [1177, 473, 1358, 495]
continued-footer: ΣΥΝΕΧΕΙΑ ΕΙΣ ΤΗΝ 4ΗΝ ΣΕΛ. [1378, 2306, 1543, 2317]
radio-title: Τὸ ραδιόφωνον [203, 65, 391, 94]
name-day-entry: Ὁ κ. Ἰωάννης Παπαγεωργίου, δὲν θὰ ἑορτάσῃ. [1367, 297, 1548, 319]
taxi-phone-row [404, 674, 592, 686]
cinema-listing: ΣΤΑΥΡΟΠΟΥΛΑ: «Σπασμένα φτερά». [205, 1514, 374, 1525]
cinema-listing: ΚΑΒΑΣΗ: «Ἐξοντώνω ἐκ τοῦ πλησίον». [205, 1263, 387, 1273]
race-result: 8η ΙΠΠΟΔΡΟΜΙΑ: Ἑρμῆς, Φλόγα. Σύνθετον 149. [404, 325, 592, 348]
taxi-phone-number: 43-180 [560, 650, 592, 662]
taxi-stand-name: Πλατείας Ἀριστοτέλους [404, 734, 514, 746]
name-day-entry: Ὁ κ. Ἰωάννης Χριστοδούλου, δὲν θὰ δεχθῇ. [1177, 541, 1358, 563]
duty-title: Κυκλοφόρτων [250, 752, 344, 767]
weddings-text: Ὁ Ἰωάννης Κωνσταντίνου καὶ ἡ Ἑλένη Παπαδοπούλου ἀνήγγειλαν τοὺς ἀρραβῶνας των. Ὁ γάμος θὰ τελεσθῇ εἰς τὸν ἱερὸν ναὸν τοῦ Ἁγίου Δημητρίου. [404, 506, 592, 551]
cinemas-title: ΟΙ ΚΙΝΗΜΑΤΟΓΡΑΦΟΙ [10, 1224, 391, 1260]
taxi-phone-list [404, 615, 592, 795]
taxi-phone-row [404, 626, 592, 638]
continued-note: ΣΥΝΕΧΕΙΑ ΕΚ ΤΗΣ 2ΑΣ ΣΕΛ. [10, 1265, 191, 1278]
